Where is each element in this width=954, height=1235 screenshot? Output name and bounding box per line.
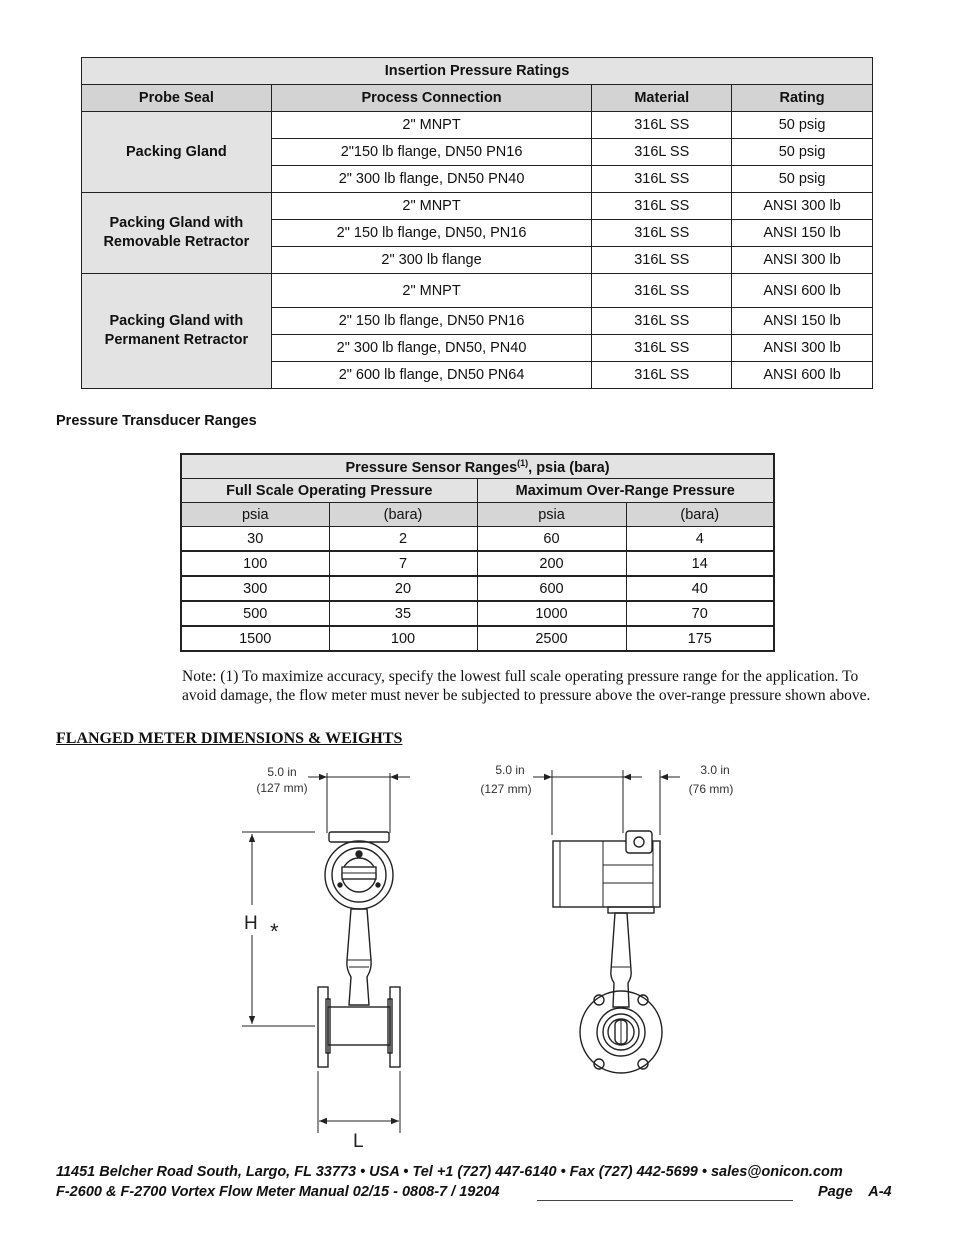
table-row <box>181 626 774 651</box>
front-width-mm: (127 mm) <box>256 781 308 795</box>
table-cell: 50 psig <box>732 166 873 193</box>
table-cell: 2" 300 lb flange <box>271 247 592 274</box>
table-cell: ANSI 300 lb <box>732 193 873 220</box>
table-cell: 316L SS <box>592 335 732 362</box>
sensor-title-main: Pressure Sensor Ranges <box>345 459 518 476</box>
table-cell: 2" 300 lb flange, DN50 PN40 <box>271 166 592 193</box>
unit-psia: psia <box>181 503 329 527</box>
sensor-ranges-table <box>180 453 775 652</box>
table-cell: 316L SS <box>592 166 732 193</box>
table-cell: 2" MNPT <box>271 193 592 220</box>
table-row <box>181 601 774 626</box>
table-cell: 2" MNPT <box>271 274 592 308</box>
table-cell: 14 <box>626 551 774 576</box>
table-cell: 70 <box>626 601 774 626</box>
table-cell: 50 psig <box>732 112 873 139</box>
table-cell: 316L SS <box>592 274 732 308</box>
table-cell: 316L SS <box>592 220 732 247</box>
table-cell: 40 <box>626 576 774 601</box>
table-cell: 2500 <box>477 626 626 651</box>
section-heading: FLANGED METER DIMENSIONS & WEIGHTS <box>56 730 403 747</box>
front-view <box>242 773 410 1133</box>
table-cell: 2" 300 lb flange, DN50, PN40 <box>271 335 592 362</box>
table-row <box>181 527 774 552</box>
table-cell: 2" MNPT <box>271 112 592 139</box>
insertion-pressure-table <box>81 57 873 389</box>
probe-seal-cell: Packing Gland with Permanent Retractor <box>82 274 272 389</box>
table-row <box>82 274 873 308</box>
col-header-material: Material <box>592 85 732 112</box>
side-width-mm: (127 mm) <box>480 782 532 796</box>
transducer-heading: Pressure Transducer Ranges <box>56 413 257 429</box>
accuracy-note: Note: (1) To maximize accuracy, specify the lowest full scale operating pressure range for the application. To avoid damage, the flow meter must never be subjected to pressure above the over-range pressure shown above. <box>182 668 871 704</box>
table-cell: 316L SS <box>592 362 732 389</box>
col-header-process-connection: Process Connection <box>271 85 592 112</box>
height-asterisk: * <box>270 919 279 944</box>
table-cell: 50 psig <box>732 139 873 166</box>
probe-seal-cell: Packing Gland with Removable Retractor <box>82 193 272 274</box>
footnote-marker: (1) <box>517 457 529 468</box>
table-cell: 2" 600 lb flange, DN50 PN64 <box>271 362 592 389</box>
table-cell: 300 <box>181 576 329 601</box>
header-over-range: Maximum Over-Range Pressure <box>477 479 774 503</box>
unit-psia: psia <box>477 503 626 527</box>
table-cell: 100 <box>329 626 477 651</box>
table-cell: 200 <box>477 551 626 576</box>
probe-seal-cell: Packing Gland <box>82 112 272 193</box>
footer-rule <box>537 1200 793 1201</box>
table-row <box>82 112 873 139</box>
col-header-rating: Rating <box>732 85 873 112</box>
table-row <box>82 193 873 220</box>
sensor-title-tail: , psia (bara) <box>528 459 610 476</box>
table-cell: ANSI 300 lb <box>732 335 873 362</box>
table-cell: 600 <box>477 576 626 601</box>
table-cell: 2" 150 lb flange, DN50, PN16 <box>271 220 592 247</box>
table-cell: 2"150 lb flange, DN50 PN16 <box>271 139 592 166</box>
table-row <box>181 576 774 601</box>
front-width-in: 5.0 in <box>267 765 297 779</box>
table-cell: 500 <box>181 601 329 626</box>
table-cell: 316L SS <box>592 112 732 139</box>
side-view <box>533 770 680 1073</box>
table-cell: ANSI 300 lb <box>732 247 873 274</box>
sensor-table-title <box>181 454 774 479</box>
footer-page-number: Page A-4 <box>818 1184 892 1200</box>
footer-manual: F-2600 & F-2700 Vortex Flow Meter Manual 02/15 - 0808-7 / 19204 <box>56 1184 500 1200</box>
table-cell: ANSI 150 lb <box>732 308 873 335</box>
unit-bara: (bara) <box>626 503 774 527</box>
table-cell: 316L SS <box>592 139 732 166</box>
table-cell: 100 <box>181 551 329 576</box>
side-depth-in: 3.0 in <box>700 763 730 777</box>
footer-address: 11451 Belcher Road South, Largo, FL 33773 • USA • Tel +1 (727) 447-6140 • Fax (727) 442-5699 • sales@onicon.com <box>56 1164 843 1180</box>
table-cell: ANSI 600 lb <box>732 362 873 389</box>
table-cell: 316L SS <box>592 247 732 274</box>
unit-bara: (bara) <box>329 503 477 527</box>
table-cell: 7 <box>329 551 477 576</box>
table-cell: 60 <box>477 527 626 552</box>
side-width-in: 5.0 in <box>495 763 525 777</box>
table-cell: 2 <box>329 527 477 552</box>
flanged-meter-drawing <box>230 755 750 1155</box>
header-full-scale: Full Scale Operating Pressure <box>181 479 477 503</box>
table-cell: 316L SS <box>592 308 732 335</box>
side-depth-mm: (76 mm) <box>688 782 734 796</box>
height-label: H <box>244 913 258 934</box>
table-cell: 2" 150 lb flange, DN50 PN16 <box>271 308 592 335</box>
length-label: L <box>353 1131 364 1152</box>
table-cell: 1000 <box>477 601 626 626</box>
table-cell: 1500 <box>181 626 329 651</box>
table-cell: 4 <box>626 527 774 552</box>
table-cell: 316L SS <box>592 193 732 220</box>
table-cell: 30 <box>181 527 329 552</box>
table-cell: 20 <box>329 576 477 601</box>
insertion-table-title: Insertion Pressure Ratings <box>82 58 873 85</box>
table-cell: ANSI 150 lb <box>732 220 873 247</box>
col-header-probe-seal: Probe Seal <box>82 85 272 112</box>
table-row <box>181 551 774 576</box>
table-cell: ANSI 600 lb <box>732 274 873 308</box>
table-cell: 175 <box>626 626 774 651</box>
table-cell: 35 <box>329 601 477 626</box>
